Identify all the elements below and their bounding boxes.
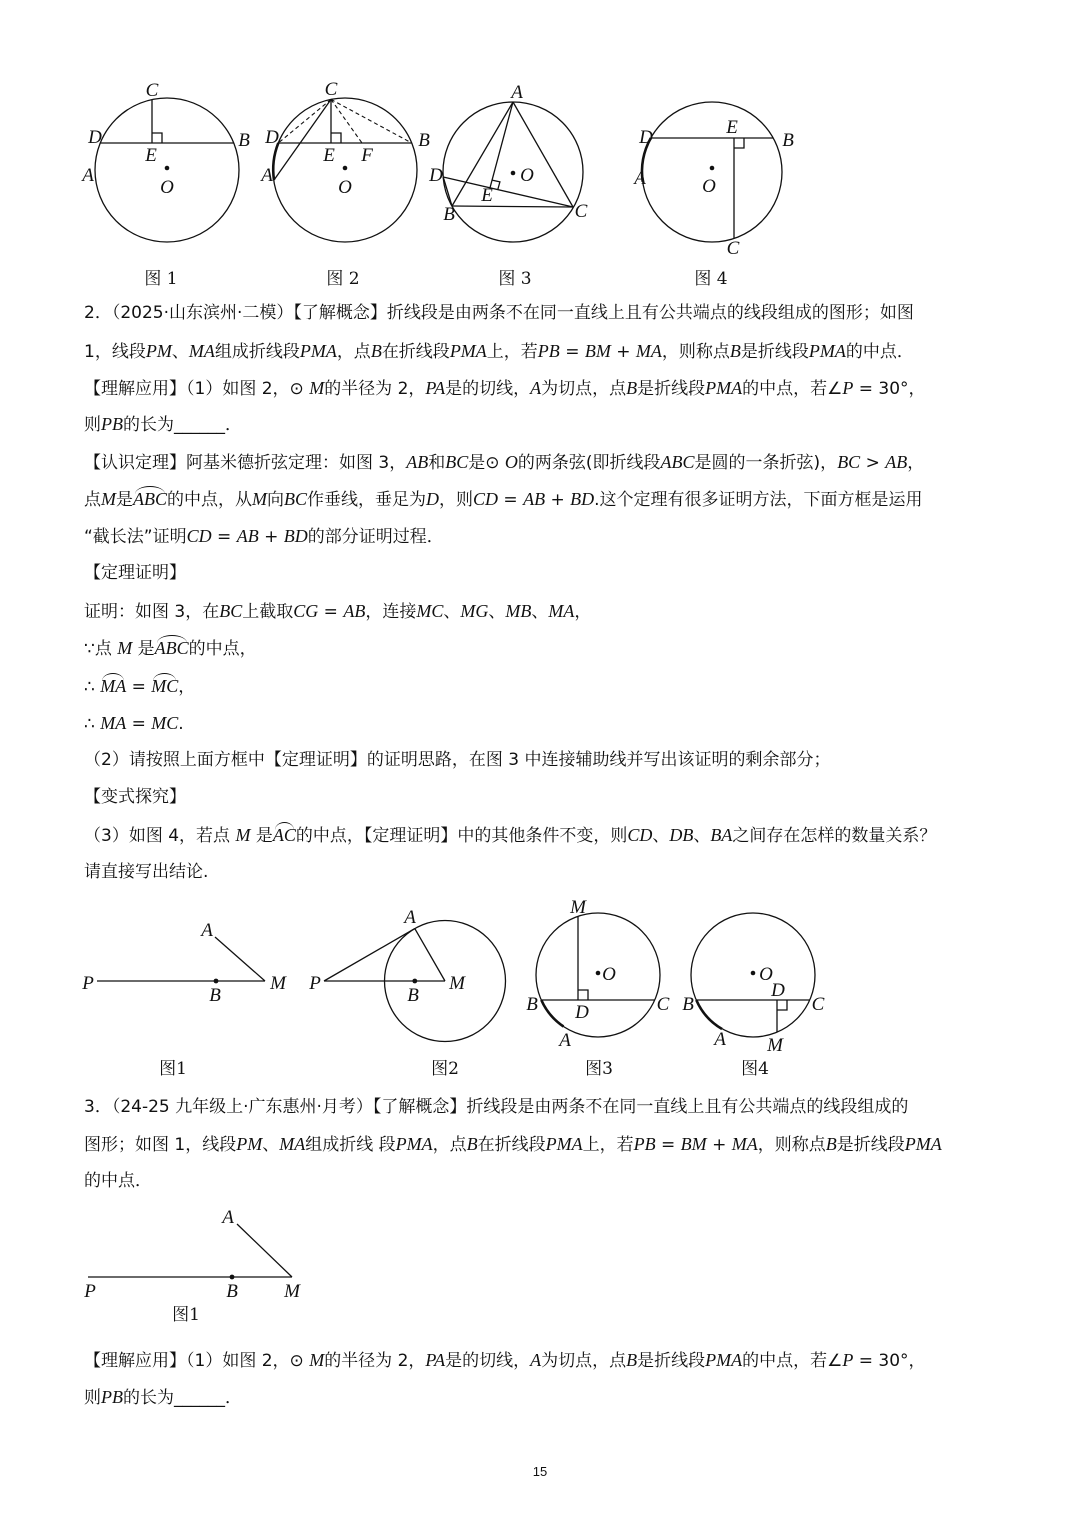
label-m: M (767, 1035, 783, 1056)
math-variable: M (309, 378, 325, 398)
math-variable: AC (272, 825, 296, 845)
math-variable: PMA (299, 341, 337, 361)
math-variable: ABC (154, 638, 189, 658)
math-variable: PMA (705, 1350, 743, 1370)
q2-line-2: 1，线段PM、MA组成折线段PMA，点B在折线段PMA上，若PB = BM + MA，则称点B是折线段PMA的中点． (84, 341, 914, 362)
math-variable: MB (505, 601, 532, 621)
math-variable: A (530, 1350, 542, 1370)
figure-caption: 图2 (431, 1059, 459, 1079)
label-d: D (429, 165, 443, 186)
label-m: M (284, 1281, 300, 1302)
figure-caption: 图1 (172, 1305, 200, 1325)
segment-am (215, 937, 265, 981)
label-e: E (481, 185, 493, 206)
q3-line-2: 图形；如图 1，线段PM、MA组成折线 段PMA，点B在折线段PMA上，若PB = BM + MA，则称点B是折线段PMA (84, 1134, 942, 1155)
q2-line-4: 则PB的长为______． (84, 414, 242, 435)
q2-line-14: 【变式探究】 (84, 787, 186, 807)
q2-line-11 (84, 674, 195, 698)
label-a: A (82, 165, 94, 186)
mid-figure-3 (526, 897, 669, 1079)
label-o: O (602, 964, 616, 985)
math-variable: M (252, 489, 267, 509)
q2-line-12: ∴ MA = MC. (84, 713, 184, 734)
q2-line-5: 【认识定理】阿基米德折弦定理：如图 3，AB和BC是⊙ O的两条弦(即折线段ABC是圆的一条折弦)，BC > AB， (84, 452, 925, 473)
math-variable: MC (151, 676, 179, 696)
math-variable: ABC (133, 489, 167, 509)
q2-line-9: 证明：如图 3，在BC上截取CG = AB，连接MC、MG、MB、MA， (84, 601, 592, 622)
math-variable: AB (523, 489, 546, 509)
q2-line-8: 【定理证明】 (84, 563, 186, 583)
math-variable: BC (284, 489, 308, 509)
label-b: B (209, 985, 221, 1006)
top-figure-2 (259, 79, 430, 289)
center-dot (343, 166, 348, 171)
label-c: C (145, 80, 159, 101)
math-variable: PMA (904, 1134, 942, 1154)
figure-caption: 图 2 (326, 269, 360, 289)
math-variable: BM (680, 1134, 707, 1154)
math-variable: M (117, 638, 133, 658)
math-variable: M (309, 1350, 325, 1370)
label-e: E (726, 117, 738, 138)
tangent-pa (324, 929, 415, 981)
math-variable: MC (151, 713, 179, 733)
q2-line-1: 2．（2025·山东滨州·二模）【了解概念】折线段是由两条不在同一直线上且有公共端点的线段组成的图形；如图 (84, 303, 914, 323)
label-c: C (574, 201, 588, 222)
math-variable: AB (885, 452, 908, 472)
math-variable: B (729, 341, 741, 361)
arc-ac (273, 823, 296, 848)
q2-line-16: 请直接写出结论. (84, 862, 209, 882)
math-variable: CD (473, 489, 499, 509)
label-o: O (759, 964, 773, 985)
math-variable: B (370, 341, 382, 361)
top-figure-4 (632, 102, 794, 289)
figure-caption: 图3 (585, 1059, 613, 1079)
math-variable: PB (633, 1134, 656, 1154)
q2-line-15 (84, 823, 936, 847)
q3-line-5: 则PB的长为______． (84, 1387, 242, 1408)
q3-figure-1 (83, 1207, 301, 1325)
right-angle-mark (331, 133, 341, 143)
math-variable: AB (236, 526, 259, 546)
math-variable: P (842, 378, 854, 398)
segment-am (237, 1224, 292, 1277)
label-o: O (520, 165, 534, 186)
right-angle-mark (578, 990, 588, 1000)
q2-line-6 (84, 487, 923, 511)
q2-line-3: 【理解应用】（1）如图 2，⊙ M的半径为 2，PA是的切线，A为切点，点B是折线段PMA的中点，若∠P = 30°， (84, 378, 926, 399)
label-b: B (238, 130, 250, 151)
math-variable: BD (570, 489, 595, 509)
label-b: B (226, 1281, 238, 1302)
math-variable: BC (219, 601, 243, 621)
text-segment: 的中点，【定理证明】中的其他条件不变，则CD、DB、BA之间存在怎样的数量关系？ (295, 825, 937, 846)
math-variable: BM (584, 341, 611, 361)
math-variable: MG (460, 601, 489, 621)
label-a: A (404, 907, 416, 928)
label-o: O (702, 176, 716, 197)
arc-ma (100, 674, 126, 699)
math-variable: MA (548, 601, 575, 621)
q2-line-13: （2）请按照上面方框中【定理证明】的证明思路，在图 3 中连接辅助线并写出该证明的剩余部分； (84, 750, 831, 770)
dashed-cf (331, 99, 362, 143)
text-segment: ∵点 M 是 (84, 638, 155, 659)
math-variable: A (530, 378, 542, 398)
label-b: B (526, 994, 538, 1015)
segment-dc (443, 177, 573, 207)
page-number: 15 (532, 1464, 548, 1479)
math-variable: AB (343, 601, 366, 621)
figure-caption: 图4 (741, 1059, 769, 1079)
center-dot (596, 971, 601, 976)
label-c: C (811, 994, 825, 1015)
math-variable: B (626, 378, 638, 398)
text-segment: 点M是 (84, 489, 133, 510)
text-segment: 的中点，从M向BC作垂线，垂足为D，则CD = AB + BD.这个定理有很多证明方法，下面方框是运用 (167, 489, 923, 510)
label-a: A (222, 1207, 234, 1228)
label-d: D (88, 127, 102, 148)
arc-mc (151, 674, 178, 699)
q3-line-4: 【理解应用】（1）如图 2，⊙ M的半径为 2，PA是的切线，A为切点，点B是折线段PMA的中点，若∠P = 30°， (84, 1350, 926, 1371)
math-variable: M (101, 489, 116, 509)
math-variable: B (466, 1134, 478, 1154)
center-dot (165, 166, 170, 171)
label-p: P (309, 973, 321, 994)
label-d: D (575, 1002, 589, 1023)
q2-line-7: “截长法”证明CD = AB + BD的部分证明过程． (84, 526, 444, 547)
label-b: B (782, 130, 794, 151)
math-variable: PB (101, 414, 123, 434)
right-angle-mark (777, 1000, 787, 1010)
math-variable: O (504, 452, 518, 472)
circle (642, 102, 782, 242)
math-variable: ABC (660, 452, 695, 472)
label-d: D (639, 127, 653, 148)
math-variable: PMA (808, 341, 846, 361)
figure-caption: 图 4 (694, 269, 728, 289)
text-segment: ， (178, 677, 196, 697)
label-a: A (201, 920, 213, 941)
top-figure-3 (428, 82, 588, 289)
label-a: A (511, 82, 523, 103)
right-angle-mark (152, 133, 162, 143)
q3-line-1: 3．（24-25 九年级上·广东惠州·月考）【了解概念】折线段是由两条不在同一直线上且有公共端点的线段组成的 (84, 1097, 909, 1117)
math-variable: PB (537, 341, 560, 361)
math-variable: B (626, 1350, 638, 1370)
label-o: O (338, 177, 352, 198)
math-variable: PM (145, 341, 172, 361)
mid-figure-1 (81, 920, 287, 1079)
label-a: A (261, 165, 273, 186)
math-variable: B (825, 1134, 837, 1154)
math-variable: PM (236, 1134, 263, 1154)
text-segment: = (126, 677, 152, 697)
math-variable: MA (279, 1134, 306, 1154)
label-d: D (265, 127, 279, 148)
math-variable: BD (283, 526, 308, 546)
math-variable: M (235, 825, 251, 845)
math-variable: BC (445, 452, 469, 472)
center-dot (751, 971, 756, 976)
label-b: B (418, 130, 430, 151)
mid-figure-2 (308, 907, 505, 1079)
top-figure-1 (80, 80, 250, 289)
label-m: M (270, 973, 286, 994)
label-b: B (443, 204, 455, 225)
label-c: C (726, 238, 740, 259)
math-variable: MA (188, 341, 215, 361)
label-p: P (84, 1281, 96, 1302)
math-variable: PMA (705, 378, 743, 398)
segment-db (443, 177, 452, 206)
text-segment: ∴ (84, 677, 101, 697)
math-variable: AB (406, 452, 429, 472)
math-variable: CD (627, 825, 653, 845)
arc-ba (541, 1000, 563, 1027)
math-variable: MA (100, 676, 127, 696)
figure-caption: 图1 (159, 1059, 187, 1079)
math-variable: PA (425, 1350, 446, 1370)
label-c: C (656, 994, 670, 1015)
label-o: O (160, 177, 174, 198)
mid-figure-4 (682, 913, 824, 1079)
math-variable: PB (101, 1387, 123, 1407)
math-variable: BC (837, 452, 861, 472)
math-variable: MA (635, 341, 662, 361)
label-b: B (682, 994, 694, 1015)
math-variable: CD (186, 526, 212, 546)
math-variable: MA (731, 1134, 758, 1154)
label-m: M (570, 897, 586, 918)
math-variable: CG (293, 601, 319, 621)
figure-caption: 图 3 (498, 269, 532, 289)
label-a: A (714, 1029, 726, 1050)
arc-ba (696, 1000, 722, 1029)
label-e: E (145, 145, 157, 166)
math-variable: PMA (449, 341, 487, 361)
q2-line-10 (84, 636, 257, 660)
right-angle-mark (734, 138, 744, 148)
segment-ae (490, 102, 513, 188)
math-variable: MC (416, 601, 444, 621)
segment-ac (513, 102, 573, 207)
math-variable: P (842, 1350, 854, 1370)
figure-caption: 图 1 (144, 269, 178, 289)
label-c: C (324, 79, 338, 100)
label-b: B (407, 985, 419, 1006)
label-d: D (771, 980, 785, 1001)
math-variable: DB (669, 825, 694, 845)
q3-line-3: 的中点． (84, 1171, 152, 1191)
math-variable: D (426, 489, 440, 509)
label-e: E (323, 145, 335, 166)
label-a: A (634, 168, 646, 189)
center-dot (511, 171, 516, 176)
point-b (230, 1275, 235, 1280)
radius-am (415, 929, 445, 981)
label-p: P (82, 973, 94, 994)
arc-abc (133, 487, 167, 512)
point-b (214, 979, 219, 984)
text-segment: （3）如图 4，若点 M 是 (84, 825, 273, 846)
label-f: F (361, 145, 373, 166)
math-variable: PA (425, 378, 446, 398)
arc-abc (155, 636, 189, 661)
point-b (412, 979, 417, 984)
math-variable: PMA (395, 1134, 433, 1154)
math-variable: BA (710, 825, 733, 845)
segment-bc (452, 206, 573, 207)
label-m: M (449, 973, 465, 994)
math-variable: PMA (545, 1134, 583, 1154)
center-dot (710, 166, 715, 171)
math-variable: MA (100, 713, 127, 733)
label-a: A (559, 1030, 571, 1051)
text-segment: 的中点， (188, 639, 257, 659)
dashed-cb (331, 99, 412, 143)
